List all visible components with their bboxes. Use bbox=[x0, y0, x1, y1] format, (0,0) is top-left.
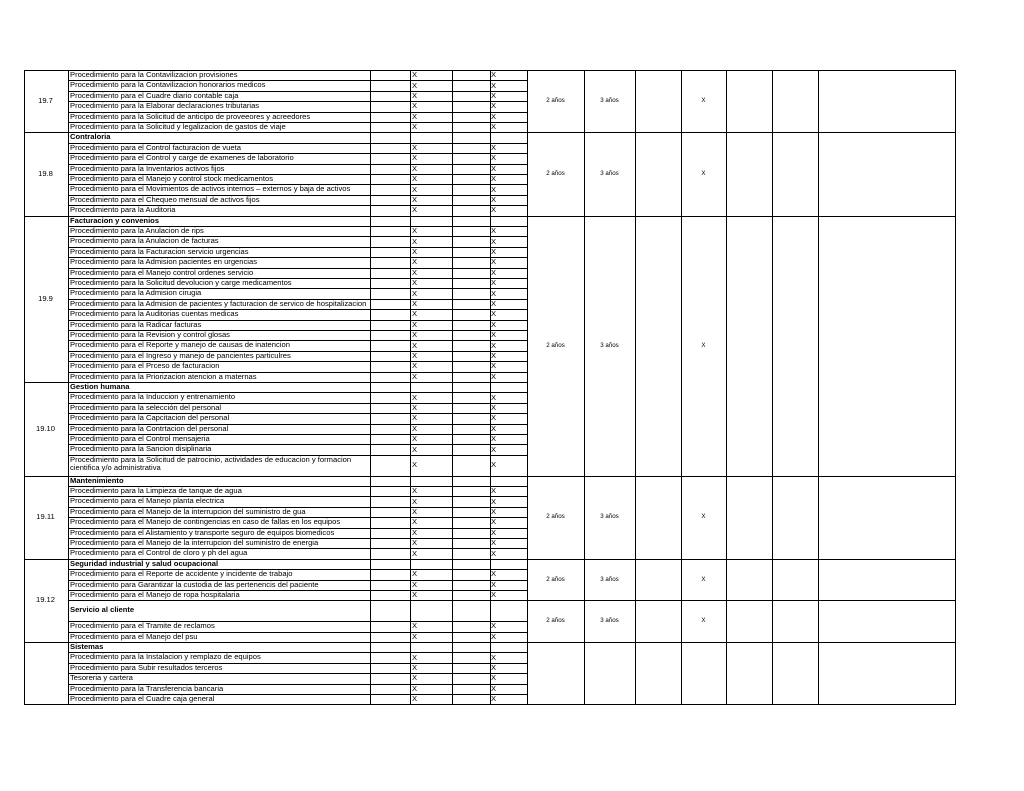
procedure-label: Procedimiento para la Capcitacion del personal bbox=[70, 413, 230, 423]
column-line bbox=[955, 70, 956, 704]
retention-central: 3 años bbox=[600, 97, 619, 105]
procedure-label: Procedimiento para el Reporte de accidente y incidente de trabajo bbox=[70, 569, 293, 579]
x-mark: X bbox=[491, 403, 497, 412]
x-mark: X bbox=[412, 538, 418, 548]
procedure-label: Procedimiento para la Contavilizacion honorarios medicos bbox=[70, 80, 266, 90]
procedure-label: Procedimiento para el Manejo de ropa hospitalaria bbox=[70, 590, 240, 599]
x-mark: X bbox=[412, 361, 418, 371]
x-mark: X bbox=[491, 91, 497, 100]
x-mark: X bbox=[412, 631, 418, 641]
x-mark: X bbox=[412, 288, 418, 298]
column-line bbox=[818, 70, 819, 704]
x-mark: X bbox=[412, 590, 418, 600]
x-mark: X bbox=[412, 278, 418, 288]
x-mark: X bbox=[412, 517, 418, 527]
x-mark: X bbox=[412, 673, 418, 683]
retention-final: X bbox=[701, 170, 706, 177]
x-mark: X bbox=[491, 319, 497, 329]
procedure-label: Procedimiento para el Movimientos de activos internos – externos y baja de activos bbox=[70, 184, 351, 194]
x-mark: X bbox=[412, 226, 418, 236]
procedure-label: Procedimiento para la Elaborar declaraciones tributarias bbox=[70, 101, 260, 111]
group-header: Contraloria bbox=[70, 132, 111, 142]
x-mark: X bbox=[491, 569, 497, 579]
retention-central: 3 años bbox=[600, 170, 619, 177]
group-header: Mantenimiento bbox=[70, 475, 124, 485]
x-mark: X bbox=[491, 683, 497, 693]
x-mark: X bbox=[491, 663, 497, 672]
x-mark: X bbox=[412, 163, 418, 173]
merge-mask bbox=[528, 382, 956, 383]
procedure-label: Procedimiento para la Admision cirugia bbox=[70, 288, 202, 298]
procedure-label: Procedimiento para la Solicitud y legalizacion de gastos de viaje bbox=[70, 122, 286, 131]
x-mark: X bbox=[491, 267, 497, 277]
x-mark: X bbox=[412, 460, 418, 470]
x-mark: X bbox=[491, 496, 497, 506]
column-line bbox=[955, 381, 956, 384]
x-mark: X bbox=[412, 423, 418, 433]
x-mark: X bbox=[412, 257, 418, 267]
procedure-label: Procedimiento para la Anulacion de facturas bbox=[70, 236, 219, 246]
procedure-label: Procedimiento para el Reporte y manejo de causas de inatencion bbox=[70, 340, 290, 350]
procedure-label: Procedimiento para el Manejo de la interrupcion del suministro de gua bbox=[70, 506, 306, 516]
group-header: Sistemas bbox=[70, 642, 104, 651]
column-line bbox=[635, 381, 636, 384]
x-mark: X bbox=[412, 70, 418, 80]
retention-table bbox=[24, 70, 956, 704]
column-line bbox=[452, 70, 453, 704]
procedure-label: Procedimiento para la Limpieza de tanque de agua bbox=[70, 486, 242, 495]
x-mark: X bbox=[412, 496, 418, 506]
procedure-label: Procedimiento para la Revision y control glosas bbox=[70, 330, 230, 339]
x-mark: X bbox=[491, 257, 497, 267]
x-mark: X bbox=[412, 319, 418, 329]
x-mark: X bbox=[491, 330, 497, 340]
retention-gestion: 2 años bbox=[546, 170, 565, 177]
x-mark: X bbox=[412, 340, 418, 350]
x-mark: X bbox=[491, 361, 497, 371]
row-line bbox=[68, 600, 527, 601]
x-mark: X bbox=[412, 652, 418, 662]
procedure-label: Procedimiento para Garantizar la custodia de las pertenencis del paciente bbox=[70, 579, 319, 589]
column-line bbox=[584, 381, 585, 384]
x-mark: X bbox=[491, 673, 497, 683]
section-divider bbox=[527, 600, 956, 601]
x-mark: X bbox=[412, 205, 418, 215]
x-mark: X bbox=[491, 538, 497, 548]
x-mark: X bbox=[491, 413, 497, 423]
x-mark: X bbox=[491, 590, 497, 600]
procedure-label: Procedimiento para la Instalacion y remplazo de equipos bbox=[70, 652, 261, 662]
x-mark: X bbox=[412, 621, 418, 631]
retention-gestion: 2 años bbox=[546, 341, 565, 349]
procedure-label: Tesoreria y cartera bbox=[70, 673, 133, 683]
procedure-label: Procedimiento para la Priorizacion atencion a maternas bbox=[70, 371, 257, 381]
retention-gestion: 2 años bbox=[546, 97, 565, 105]
retention-central: 3 años bbox=[600, 617, 619, 625]
x-mark: X bbox=[491, 163, 497, 173]
procedure-label: Procedimiento para la Admision de pacientes y facturacion de servico de hospitalizacion bbox=[70, 298, 367, 308]
column-line bbox=[527, 70, 528, 704]
x-mark: X bbox=[491, 70, 497, 80]
x-mark: X bbox=[491, 444, 497, 454]
column-line bbox=[772, 381, 773, 384]
x-mark: X bbox=[412, 351, 418, 360]
x-mark: X bbox=[491, 299, 497, 308]
x-mark: X bbox=[491, 122, 497, 132]
retention-gestion: 2 años bbox=[546, 513, 565, 521]
x-mark: X bbox=[412, 184, 418, 194]
procedure-label: Procedimiento para la Induccion y entrenamiento bbox=[70, 392, 236, 402]
procedure-label: Procedimiento para el Control de cloro y ph del agua bbox=[70, 548, 248, 558]
x-mark: X bbox=[491, 143, 497, 152]
column-line bbox=[726, 70, 727, 704]
procedure-label: Procedimiento para Subir resultados terceros bbox=[70, 662, 223, 672]
x-mark: X bbox=[412, 444, 418, 454]
procedure-label: Procedimiento para el Tramite de reclamos bbox=[70, 621, 215, 631]
x-mark: X bbox=[412, 507, 418, 516]
procedure-label: Procedimiento para la Auditoria bbox=[70, 205, 176, 215]
x-mark: X bbox=[491, 236, 497, 246]
x-mark: X bbox=[491, 434, 497, 444]
x-mark: X bbox=[491, 371, 497, 381]
retention-final: X bbox=[701, 97, 706, 105]
procedure-label: Procedimiento para la Anulacion de rips bbox=[70, 226, 204, 235]
x-mark: X bbox=[491, 340, 497, 350]
procedure-label: Procedimiento para el Manejo de contingencias en caso de fallas en los equipos bbox=[70, 517, 341, 527]
procedure-label: Procedimiento para el Control mensajeria bbox=[70, 434, 210, 443]
procedure-label: Procedimiento para el Chequeo mensual de activos fijos bbox=[70, 194, 260, 204]
procedure-label: Procedimiento para el Manejo y control stock medicamentos bbox=[70, 174, 274, 183]
column-line bbox=[635, 70, 636, 704]
procedure-label: Procedimiento para la Facturacion servicio urgencias bbox=[70, 246, 249, 256]
x-mark: X bbox=[412, 392, 418, 402]
group-header: Servicio al cliente bbox=[70, 605, 135, 615]
x-mark: X bbox=[412, 80, 418, 90]
x-mark: X bbox=[412, 101, 418, 111]
procedure-label: Procedimiento para el Manejo planta electrica bbox=[70, 496, 225, 506]
table-bottom-border bbox=[24, 704, 956, 705]
x-mark: X bbox=[491, 195, 497, 204]
procedure-label: Procedimiento para la Solicitud de anticipo de proveeores y acreedores bbox=[70, 111, 311, 121]
retention-central: 3 años bbox=[600, 575, 619, 583]
retention-gestion: 2 años bbox=[546, 617, 565, 625]
section-code: 19.9 bbox=[38, 293, 53, 303]
x-mark: X bbox=[491, 652, 497, 662]
procedure-label: Procedimiento para el Manejo del psu bbox=[70, 631, 198, 641]
x-mark: X bbox=[412, 434, 418, 444]
procedure-label: Procedimiento para la Transferencia bancaria bbox=[70, 683, 224, 693]
x-mark: X bbox=[491, 226, 497, 236]
x-mark: X bbox=[412, 486, 418, 496]
retention-final: X bbox=[701, 513, 706, 521]
retention-final: X bbox=[701, 617, 706, 625]
x-mark: X bbox=[412, 267, 418, 277]
group-header: Seguridad industrial y salud ocupacional bbox=[70, 558, 219, 568]
procedure-label: Procedimiento para el Cuadre caja general bbox=[70, 694, 215, 703]
column-line bbox=[370, 70, 371, 704]
column-line bbox=[410, 70, 411, 704]
x-mark: X bbox=[491, 278, 497, 288]
column-line bbox=[681, 381, 682, 384]
x-mark: X bbox=[491, 631, 497, 641]
procedure-label: Procedimiento para la Solicitud de patrocinio, actividades de educacion y formacion cientifica y/o administrativa bbox=[70, 454, 352, 472]
x-mark: X bbox=[491, 205, 497, 215]
procedure-label: Procedimiento para la Auditorias cuentas medicas bbox=[70, 309, 239, 319]
procedure-label: Procedimiento para la Radicar facturas bbox=[70, 319, 202, 329]
x-mark: X bbox=[491, 247, 497, 256]
x-mark: X bbox=[412, 371, 418, 381]
x-mark: X bbox=[491, 621, 497, 631]
x-mark: X bbox=[491, 694, 497, 704]
column-line bbox=[681, 70, 682, 704]
x-mark: X bbox=[491, 351, 497, 360]
procedure-label: Procedimiento para la Inventarios activos fijos bbox=[70, 163, 225, 173]
x-mark: X bbox=[412, 111, 418, 121]
procedure-label: Procedimiento para la Solicitud devolucion y carge medicamentos bbox=[70, 278, 292, 287]
column-line bbox=[726, 381, 727, 384]
x-mark: X bbox=[412, 663, 418, 672]
group-header: Gestion humana bbox=[70, 382, 130, 391]
retention-central: 3 años bbox=[600, 341, 619, 349]
x-mark: X bbox=[491, 460, 497, 470]
x-mark: X bbox=[412, 247, 418, 256]
x-mark: X bbox=[491, 288, 497, 298]
x-mark: X bbox=[412, 527, 418, 537]
x-mark: X bbox=[491, 527, 497, 537]
section-code: 19.11 bbox=[36, 512, 55, 522]
x-mark: X bbox=[491, 579, 497, 589]
procedure-label: Procedimiento para la Contrtacion del personal bbox=[70, 423, 229, 433]
procedure-label: Procedimiento para el Prceso de facturacion bbox=[70, 361, 220, 371]
x-mark: X bbox=[491, 309, 497, 319]
procedure-label: Procedimiento para el Manejo de la interrupcion del suministro de energia bbox=[70, 538, 319, 547]
procedure-label: Procedimiento para el Control y carge de examenes de laboratorio bbox=[70, 153, 294, 163]
x-mark: X bbox=[412, 683, 418, 693]
x-mark: X bbox=[491, 507, 497, 516]
x-mark: X bbox=[491, 517, 497, 527]
section-code: 19.12 bbox=[35, 595, 55, 605]
group-header: Facturacion y convenios bbox=[70, 215, 160, 225]
x-mark: X bbox=[412, 174, 418, 184]
x-mark: X bbox=[491, 392, 497, 402]
procedure-label: Procedimiento para el Control facturacion de vueta bbox=[70, 142, 241, 152]
column-line bbox=[818, 381, 819, 384]
x-mark: X bbox=[491, 548, 497, 558]
x-mark: X bbox=[412, 569, 418, 579]
procedure-label: Procedimiento para el Manejo control ordenes servicio bbox=[70, 267, 254, 277]
x-mark: X bbox=[491, 111, 497, 121]
x-mark: X bbox=[491, 174, 497, 184]
x-mark: X bbox=[412, 143, 418, 152]
x-mark: X bbox=[412, 299, 418, 308]
section-code: 19.8 bbox=[38, 169, 53, 178]
x-mark: X bbox=[412, 694, 418, 704]
retention-final: X bbox=[701, 341, 706, 349]
x-mark: X bbox=[491, 486, 497, 496]
procedure-label: Procedimiento para la Sancion disiplinaria bbox=[70, 444, 212, 454]
x-mark: X bbox=[412, 122, 418, 132]
procedure-label: Procedimiento para la Admision pacientes en urgencias bbox=[70, 257, 257, 267]
x-mark: X bbox=[412, 236, 418, 246]
retention-final: X bbox=[701, 575, 706, 583]
column-line bbox=[584, 70, 585, 704]
x-mark: X bbox=[412, 195, 418, 204]
x-mark: X bbox=[412, 403, 418, 412]
x-mark: X bbox=[412, 579, 418, 589]
x-mark: X bbox=[491, 423, 497, 433]
x-mark: X bbox=[412, 153, 418, 163]
x-mark: X bbox=[491, 153, 497, 163]
procedure-label: Procedimiento para el Alistamiento y transporte seguro de equipos biomedicos bbox=[70, 527, 335, 537]
column-line bbox=[772, 70, 773, 704]
x-mark: X bbox=[491, 101, 497, 111]
retention-central: 3 años bbox=[600, 513, 619, 521]
section-code: 19.7 bbox=[38, 96, 53, 106]
procedure-label: Procedimiento para la Contavilizacion provisiones bbox=[70, 70, 238, 79]
x-mark: X bbox=[412, 413, 418, 423]
procedure-label: Procedimiento para el Cuadre diario contable caja bbox=[70, 90, 239, 100]
column-line bbox=[24, 70, 25, 704]
procedure-label: Procedimiento para el Ingreso y manejo de pancientes particulres bbox=[70, 350, 291, 360]
retention-gestion: 2 años bbox=[546, 575, 565, 583]
x-mark: X bbox=[491, 184, 497, 194]
x-mark: X bbox=[412, 548, 418, 558]
x-mark: X bbox=[491, 80, 497, 90]
x-mark: X bbox=[412, 330, 418, 340]
x-mark: X bbox=[412, 309, 418, 319]
section-code: 19.10 bbox=[35, 423, 55, 433]
column-line bbox=[68, 70, 69, 704]
procedure-label: Procedimiento para la selección del personal bbox=[70, 402, 222, 412]
x-mark: X bbox=[412, 91, 418, 100]
